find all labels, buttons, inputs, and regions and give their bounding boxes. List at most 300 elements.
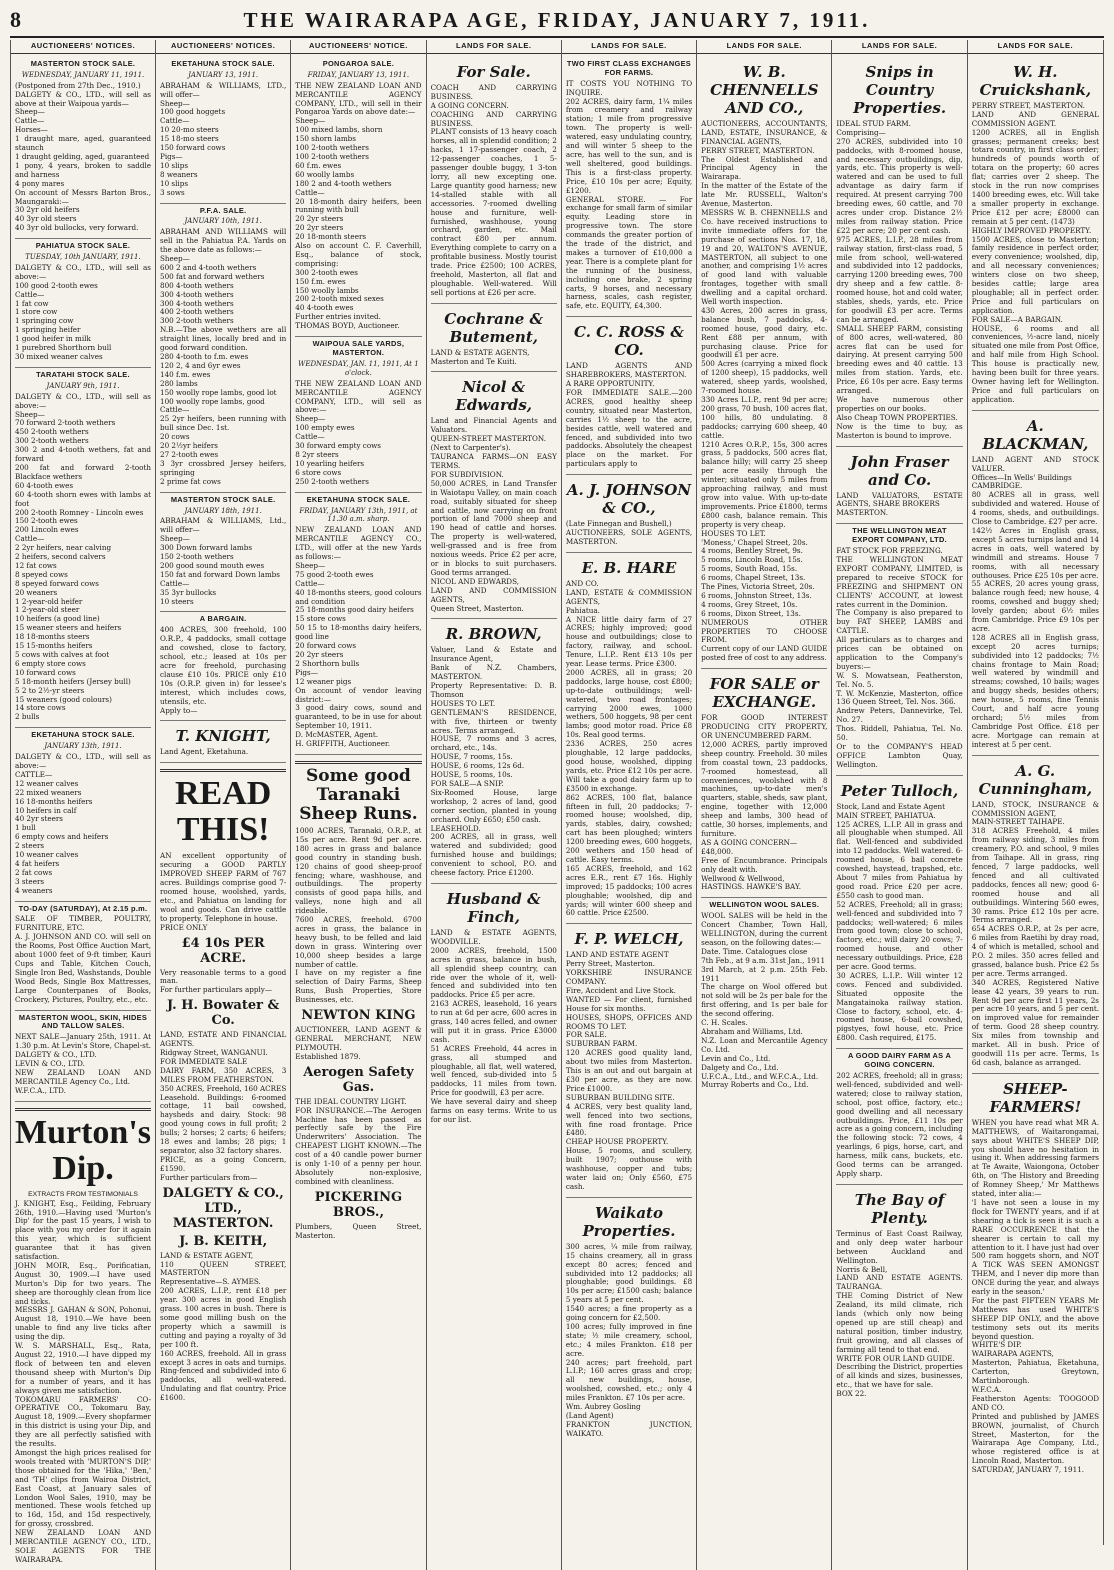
ad-text: 30 forward empty cows bbox=[295, 441, 381, 451]
ad-text: 22 mixed weaners bbox=[15, 787, 82, 797]
ad-text: 142½ Acres in English grass, except 5 acres turnips land and 14 acres in oats, well watered by windmill and streams. House 7 rooms, with all necessary outhouses. Price £25 10s per acre. bbox=[971, 525, 1099, 580]
ad-text: 2336 ACRES, 250 acres ploughable, 12 large paddocks, good house, woolshed, dipping yards, etc. Price £12 10s per acre. Will take a good dairy farm up to £3500 in exchange. bbox=[565, 739, 693, 793]
advertisement bbox=[972, 57, 1099, 411]
advertisement bbox=[836, 1049, 962, 1185]
ad-text: A. J. JOHNSON AND CO. will sell on the Rooms, Post Office Auction Mart, about 1000 feet of 9-ft timber, Kauri Cups and Table, Kitchen Couch, Single Iron Bed, Washstands, Double Wood Beds, Single Box Mattresses, Large Counterpanes of Books, Crockery, Pictures, Poultry, etc., etc. bbox=[15, 932, 151, 1004]
ad-text: The Company is also prepared to buy FAT SHEEP, LAMBS and CATTLE. bbox=[836, 608, 963, 636]
feature-text: W. S. MARSHALL, Esq., Rata, August 22, 1910.—I have dipped my flock of between ten and eleven thousand sheep with Murton's Dip for a number of years, and it has always given me satisfaction. bbox=[15, 1341, 151, 1395]
ad-text: NEW ZEALAND LOAN AND MERCANTILE Agency Co., Ltd. bbox=[15, 1067, 151, 1086]
ad-text: 6 rooms, Johnston Street, 13s. bbox=[701, 590, 812, 600]
ad-text: Thos. Riddell, Pahiatua, Tel. No. 50. bbox=[836, 724, 963, 743]
ad-text: £48,000. bbox=[701, 846, 734, 856]
ad-text: Cattle— bbox=[15, 534, 45, 544]
feature-advertisement bbox=[15, 1102, 151, 1570]
ad-text: 12,000 ACRES, partly improved sheep country. Freehold. 30 miles from coastal town, 23 paddocks, 7-roomed homestead, all conveniences, woolshed with 8 machines, up-to-date men's quarters, stable, sheds, saw plant, engine, together with 12,000 sheep and lambs, 300 head of cattle, 30 horses, implements, and furniture. bbox=[701, 739, 828, 838]
rule-divider bbox=[160, 769, 286, 772]
column-heading: AUCTIONEERS' NOTICES. bbox=[156, 40, 290, 54]
ad-text: 270 ACRES, subdivided into 10 paddocks, with 8-roomed house, and necessary outbuildings, dip, yards, etc. This property is well-watered and can be used to full advantage as dairy farm if required. At present carrying 700 breeding ewes, 60 cattle, and 70 acres under crop. Distance 2½ miles from railway station. Price £22 per acre; 20 per cent cash. bbox=[836, 136, 963, 235]
ad-text: HOUSE, 7 rooms and 3 acres, orchard, etc., 14s. bbox=[430, 734, 557, 753]
ad-text: DALGETY & CO., LTD., will sell as above:— bbox=[15, 752, 151, 770]
ad-text: 150 fat and forward Down lambs bbox=[160, 569, 280, 579]
ad-text: W. S. Mowatsean, Featherston, Tel. No. 5. bbox=[836, 670, 963, 689]
ad-text: HOUSES TO LET. bbox=[430, 698, 496, 708]
feature-text: I have on my register a fine selection of Dairy Farms, Sheep Runs, Bush Properties, Store Businesses, etc. bbox=[295, 968, 422, 1005]
ad-text: 330 Acres L.I.P., rent 9d per acre; 200 grass, 70 bush, 100 acres flat, 100 hills, 80 undulating. 8 paddocks; carrying 600 sheep, 40 cattle. bbox=[701, 395, 828, 440]
ad-text: Pigs— bbox=[295, 667, 318, 677]
ad-text: 120 ACRES good quality land, about two miles from Masterton. This is an out and out bargain at £30 per acre, as they are now. Price £1000. bbox=[565, 1048, 693, 1093]
advertisement bbox=[431, 619, 557, 884]
advertisement bbox=[295, 337, 421, 493]
ad-text: 300 2 and 4-tooth wethers, fat and forward bbox=[15, 445, 151, 464]
feature-text: 1000 ACRES, Taranaki, O.R.P., at 15s per acre. Rent 9d per acre. 180 acres in grass and balance good country in standing bush. 120 chains of good sheep-proof fencing; whare, washhouse, and outbuildings. The property consists of good papa hills, and valleys, none high and all rideable. bbox=[295, 825, 422, 916]
ad-text: LEVIN & CO., LTD. bbox=[15, 1059, 85, 1069]
ad-text: GENERAL STORE. — For exchange for small farm of similar equity. Leading store in progressive town. The store commands the greater portion of the trade of the district, and makes a turnover of £10,000 a year. There is a complete plant for the running of the business, including one brake, 2 spring carts, 9 horses, and necessary harness, scales, cash register, safe, etc. EQUITY, £4,300. bbox=[565, 194, 693, 311]
ad-text: PERRY STREET, MASTERTON. bbox=[701, 145, 815, 155]
ad-text: NICOL AND EDWARDS, bbox=[430, 576, 520, 586]
feature-text: FOR IMMEDIATE SALE bbox=[160, 1056, 248, 1066]
ad-text: 1 store cow bbox=[15, 307, 58, 317]
ad-title: Waikato Properties. bbox=[582, 1203, 676, 1240]
column-heading: AUCTIONEERS' NOTICES. bbox=[11, 40, 155, 54]
ad-text: (Late Finnegan and Bushell,) bbox=[565, 519, 672, 529]
ad-title: Husband & Finch, bbox=[446, 889, 541, 926]
ad-text: MASTERTON. bbox=[836, 508, 889, 518]
ad-text: 150 forward cows bbox=[160, 143, 226, 153]
ad-text: The Oldest Established and Principal Agency in the Wairarapa. bbox=[701, 154, 828, 182]
ad-text: 100 2-tooth wethers bbox=[295, 151, 369, 161]
ad-text: On account of vendor leaving district:— bbox=[295, 685, 422, 704]
ad-text: 6 rooms, Chapel Street, 13s. bbox=[701, 573, 806, 583]
ad-text: Levin and Co., Ltd. bbox=[701, 1053, 771, 1063]
ad-text: TAURANCA FARMS—ON EASY TERMS. bbox=[430, 452, 557, 470]
ad-text: 10 20-mo steers bbox=[160, 125, 219, 135]
ad-text: Norris & Bell, bbox=[836, 1264, 888, 1274]
ad-text: 100 acres; fully improved in fine state; ½ mile creamery, school, etc.; 4 miles Frankton. £18 per acre. bbox=[565, 1321, 693, 1358]
ad-text: 200 2-tooth Romney - Lincoln ewes bbox=[15, 507, 144, 517]
ad-text: 10 weaner calves bbox=[15, 850, 79, 860]
ad-text: 1 springing cow bbox=[15, 316, 74, 326]
rule-divider bbox=[15, 1108, 151, 1111]
ad-text: 150 f.m. ewes bbox=[295, 276, 346, 286]
ad-date: WEDNESDAY, JAN. 11, 1911, At 1 o'clock. bbox=[298, 359, 419, 377]
ad-text: Also Cheap TOWN PROPERTIES. bbox=[836, 412, 958, 422]
ad-text: LAND, STOCK, INSURANCE & COMMISSION AGENT, bbox=[971, 799, 1099, 818]
ad-title: A. J. JOHNSON & CO., bbox=[566, 481, 692, 518]
ad-text: 40 4-tooth ewes bbox=[295, 303, 354, 313]
ad-text: 40 18-months steers, good colours and condition bbox=[295, 587, 422, 606]
ad-text: WANTED — For client, furnished House for six months. bbox=[565, 994, 693, 1013]
ad-text: 200 good sound mouth ewes bbox=[160, 560, 265, 570]
advertisement bbox=[566, 317, 692, 475]
advertisement bbox=[836, 524, 962, 775]
ad-text: 40 3yr old bullocks, very forward. bbox=[15, 223, 139, 233]
ad-text: COACH AND CARRYING BUSINESS. bbox=[430, 82, 557, 101]
ad-text: Cattle— bbox=[15, 289, 45, 299]
ad-text: 300 4-tooth wethers bbox=[160, 289, 234, 299]
advertisement bbox=[836, 57, 962, 447]
ad-text: 1 good heifer in milk bbox=[15, 334, 91, 344]
ad-title: John Fraser and Co. bbox=[850, 452, 949, 489]
feature-text: Representative—S. AYMES. bbox=[160, 1277, 261, 1287]
ad-text: HASTINGS. HAWKE'S BAY. bbox=[701, 882, 802, 892]
ad-text: 1 2-year-old steer bbox=[15, 605, 80, 615]
ad-text: Masterton, Pahiatua, Eketahuna, Carterton, Greytown, Martinborough. bbox=[971, 1358, 1099, 1386]
ad-text: LAND AGENTS AND SHAREBROKERS, MASTERTON. bbox=[565, 361, 693, 380]
ad-text: ABRAHAM & WILLIAMS, Ltd., will offer— bbox=[160, 516, 287, 535]
column-2 bbox=[156, 40, 291, 1570]
ad-text: FRANKTON JUNCTION, WAIKATO. bbox=[565, 1419, 693, 1438]
ad-text: 202 ACRES, dairy farm, 1¼ miles from creamery and railway station; 1 mile from progressive town. The property is well-watered, easy undulating country, and will winter 5 sheep to the acre, has well to the sun, and is well sheltered, good buildings. This is a first-class property. Price, £10 10s per acre; Equity, £1200. bbox=[565, 96, 693, 195]
ad-title: F. P. WELCH, bbox=[574, 930, 684, 949]
ad-text: GENTLEMAN'S RESIDENCE, with five, thirteen or twenty acres. Terms arranged. bbox=[430, 707, 557, 735]
ad-text: LAND AND ESTATE AGENT bbox=[565, 950, 669, 960]
ad-text: 3 good dairy cows, sound and guaranteed, to be in use for about September 10, 1911. bbox=[295, 703, 422, 731]
ad-text: 5 18-month heifers (Jersey bull) bbox=[15, 676, 131, 686]
ad-text: 10 slips bbox=[160, 178, 189, 188]
ad-text: U.F.C.A., Ltd., and W.F.C.A., Ltd. bbox=[701, 1071, 819, 1081]
feature-advertisement bbox=[295, 755, 421, 1246]
ad-text: 1 springing heifer bbox=[15, 325, 81, 335]
ad-text: Current copy of our LAND GUIDE posted free of cost to any address. bbox=[701, 644, 828, 663]
ad-text: 100 woolly rope lambs, good bbox=[160, 396, 265, 406]
ad-text: 200 Lincoln ewes bbox=[15, 525, 79, 535]
ad-text: Sheep— bbox=[160, 98, 190, 108]
ad-text: 654 ACRES O.R.P., at 2s per acre, 6 miles from Raetihi by dray road, 4 of which is metalled, school and P.O. 2 miles. 350 acres felled and grassed, balance bush. Price £2 5s per acre. Terms arranged. bbox=[971, 924, 1099, 978]
ad-text: 10 yearling heifers bbox=[295, 458, 365, 468]
ad-text: 100 mixed lambs, shorn bbox=[295, 125, 383, 135]
ad-text: 2000 ACRES, freehold, 1500 acres in grass, balance in bush, all splendid sheep country, can ride over the whole of it, well-fenced and subdivided into ten paddocks. Price £5 per acre. bbox=[430, 945, 557, 1000]
ad-text: IT COSTS YOU NOTHING TO INQUIRE. bbox=[565, 78, 693, 97]
ad-text: 1 pony, 4 years, broken to saddle and harness bbox=[15, 160, 151, 179]
ad-text: H. GRIFFITH, Auctioneer. bbox=[295, 739, 390, 749]
ad-text: 70 forward 2-tooth wethers bbox=[15, 418, 116, 428]
feature-text: 160 ACRES, freehold. All in grass except 3 acres in oats and turnips. Ring-fenced and subdivided into 6 paddocks, all well-watered. Undulating and flat country. Price £1600. bbox=[160, 1348, 287, 1403]
ad-text: Queen Street, Masterton. bbox=[430, 603, 524, 613]
ad-text: AND CO. bbox=[565, 578, 599, 588]
ad-text: THOMAS BOYD, Auctioneer. bbox=[295, 321, 400, 331]
ad-text: Describing the District, properties of all kinds and sizes, businesses, etc., that we have for sale. bbox=[836, 1362, 963, 1390]
ad-text: 4 ACRES, very best quality land, well fenced into two sections, with fine road frontage. Price £480. bbox=[565, 1101, 693, 1138]
ad-text: QUEEN-STREET MASTERTON. bbox=[430, 434, 547, 444]
feature-text: Plumbers, Queen Street, Masterton. bbox=[295, 1221, 422, 1240]
ad-text: 30 2yr old heifers bbox=[15, 205, 80, 215]
rule-divider bbox=[295, 761, 421, 764]
ad-title: TARATAHI STOCK SALE. bbox=[36, 369, 130, 379]
ad-text: 60 4-tooth ewes bbox=[15, 480, 74, 490]
ad-text: MAIN-STREET TAIHAPE. bbox=[971, 817, 1065, 827]
ad-text: 27 2-tooth ewes bbox=[160, 449, 219, 459]
ad-text: 6 empty store cows bbox=[15, 658, 86, 668]
ad-title: Snips in Country Properties. bbox=[853, 62, 947, 117]
ad-text: 75 good 2-tooth ewes bbox=[295, 569, 374, 579]
ad-title: Peter Tulloch, bbox=[840, 781, 959, 800]
advertisement bbox=[295, 57, 421, 337]
ad-text: 2 Shorthorn bulls bbox=[295, 658, 360, 668]
ad-text: Date. Time. Catalogues close bbox=[701, 946, 808, 956]
advertisement bbox=[160, 493, 286, 613]
ad-title: EKETAHUNA STOCK SALE. bbox=[306, 494, 411, 504]
ad-text: 30 mixed weaner calves bbox=[15, 352, 103, 361]
ad-text: 800 4-tooth wethers bbox=[160, 280, 234, 290]
ad-text: THE NEW ZEALAND LOAN AND MERCANTILE AGENCY COMPANY, LTD., will sell as above:— bbox=[295, 378, 422, 415]
ad-text: WHEN you have read what MR A. MATTHEWS, of Waitarongamai, says about WHITE'S SHEEP DIP, you should have no hesitation in using it. When addressing farmers at Te Awaite, Waiongona, October 6th, on 'The History and Breeding of Romney Sheep,' Mr Matthews stated, inter alia:— bbox=[971, 1117, 1099, 1199]
ad-text: 1210 Acres O.R.P., 15s, 300 acres grass, 5 paddocks, 500 acres flat, balance hilly; will carry 25 sheep per acre easily through the winter; situated only 5 miles from approaching railway, and must grow into value. With up-to-date improvements. Price £1800, terms £800 cash, balance remain. This property is very cheap. bbox=[701, 439, 828, 529]
ad-title: E. B. HARE bbox=[581, 558, 677, 577]
ad-text: 1 purebred Shorthorn bull bbox=[15, 343, 112, 353]
ad-text: A NICE little dairy farm of 27 ACRES; highly improved; good house and outbuildings; close to factory, railway, and school. Tenure, L.I.P.. Rent £13 10s per year. Lease terms. Price £300. bbox=[565, 614, 693, 669]
ad-text: 80 ACRES all in grass, well subdivided and watered. House of 4 rooms, sheds, and outbuildings. Close to Cambridge. £27 per acre. bbox=[971, 490, 1099, 527]
feature-text: DAIRY FARM, 350 ACRES, 3 MILES FROM FEATHERSTON. bbox=[160, 1065, 287, 1084]
ad-text: 20 2yr steers bbox=[295, 650, 344, 659]
ad-text: 8 speyed cows bbox=[15, 569, 68, 579]
ad-text: 400 2-tooth wethers bbox=[160, 307, 234, 317]
ad-text: HOUSES TO LET. bbox=[701, 528, 766, 538]
ad-title: MASTERTON STOCK SALE. bbox=[170, 494, 276, 504]
ad-text: CAMBRIDGE. bbox=[971, 481, 1023, 491]
ad-text: DALGETY & CO., LTD., will sell as above:— bbox=[15, 391, 151, 410]
ad-text: 'I have not seen a louse in my flock for TWENTY years, and if at shearing a tick is seen it is such a RARE OCCURRENCE that the shearer is certain to call my attention to it. I have just had over 500 ram hoggets shorn, and NOT A TICK WAS SEEN AMONGST THEM, and I never dip more than ONCE during the year, and always early in the season.' bbox=[971, 1197, 1099, 1297]
ad-text: Now is the time to buy, as Masterton is bound to improve. bbox=[836, 421, 963, 440]
advertisement bbox=[972, 411, 1099, 756]
ad-text: W.F.C.A., LTD. bbox=[15, 1085, 66, 1095]
ad-text: 250 2-tooth wethers bbox=[295, 476, 369, 486]
ad-text: Six-Roomed House, large workshop, 2 acres of land, good corner section, planted in young orchard. Only £650; £50 cash. bbox=[430, 787, 557, 824]
ad-text: FOR SALE. bbox=[565, 1030, 607, 1040]
ad-text: Sheep— bbox=[295, 116, 326, 126]
ad-text: The charge on Wool offered but not sold will be 2s per bale for the first offering, and 1s per bale for the second offering. bbox=[701, 982, 828, 1019]
feature-text: PRICE, as a going Concern, £1590. bbox=[160, 1154, 287, 1173]
ad-text: MESSRS W. B. CHENNELLS and Co. have received instructions to invite immediate offers for the purchase of sections Nos. 17, 18, 19 and 20, WALTON'S AVENUE, MASTERTON, all subject to one another, and comprising 1½ acres of good land with valuable frontages, together with small dwelling and a capital orchard. Well worth inspection. bbox=[701, 207, 828, 307]
ad-text: FOR GOOD INTEREST PRODUCING CITY PROPERTY, OR UNENCUMBERED FARM. bbox=[701, 713, 828, 740]
ad-text: 5 rooms, South Road, 15s. bbox=[701, 564, 798, 574]
ad-text: WAIRARAPA AGENTS, bbox=[971, 1349, 1054, 1359]
advertisement bbox=[566, 1198, 692, 1444]
ad-text: In the matter of the Estate of the late Mr. RUSSELL, Walton's Avenue, Masterton. bbox=[701, 181, 828, 209]
ad-text: Fire, Accident and Live Stock. bbox=[565, 985, 676, 995]
ad-text: 15 weaners (good colours) bbox=[15, 694, 112, 704]
feature-text: LAND, ESTATE AND FINANCIAL AGENTS. bbox=[160, 1030, 287, 1049]
ad-date: FRIDAY, JANUARY 13th, 1911, at 11.30 a.m. sharp. bbox=[299, 506, 418, 524]
ad-text: YORKSHIRE INSURANCE COMPANY. bbox=[565, 968, 693, 987]
ad-text: Abraham and Williams, Ltd. bbox=[701, 1027, 803, 1036]
ad-text: NUMEROUS OTHER PROPERTIES TO CHOOSE FROM. bbox=[701, 617, 828, 645]
ad-text: 3 steers bbox=[15, 876, 45, 886]
ad-title: EKETAHUNA STOCK SALE. bbox=[31, 730, 135, 740]
ad-text: Sheep— bbox=[160, 534, 190, 544]
ad-text: 10 heifers in calf bbox=[15, 805, 77, 815]
feature-text: NEW ZEALAND LOAN AND MERCANTILE AGENCY CO., LTD., SOLE AGENTS FOR THE WAIRARAPA. bbox=[15, 1528, 151, 1564]
ad-title: P.F.A. SALE. bbox=[199, 205, 247, 215]
feature-text: AN excellent opportunity of securing a GOOD PARTLY IMPROVED SHEEP FARM of 767 acres. Buildings comprise good 7-roomed house, woolshed, yards, etc., and Pahiatua on landing for wool and goods. Can drive cattle to property. Telephone in house. bbox=[160, 851, 287, 923]
ad-text: FAT STOCK FOR FREEZING. bbox=[836, 546, 943, 556]
ad-text: A GOING CONCERN. bbox=[430, 100, 509, 110]
feature-text: PICKERING BROS., bbox=[314, 1189, 403, 1220]
ad-text: Sheep— bbox=[15, 107, 45, 117]
advertisement bbox=[836, 1185, 962, 1404]
ad-text: 8 2yr steers bbox=[295, 449, 339, 459]
ad-text: 4 weaners bbox=[15, 885, 53, 895]
ad-text: FOR SALE—A SNIP. bbox=[430, 779, 504, 788]
ad-date: JANUARY 13, 1911. bbox=[188, 70, 259, 79]
ad-text: NEXT SALE—January 25th, 1911. At 1.30 p.m. At Levin's Store, Chapel-st. bbox=[15, 1032, 152, 1051]
ad-text: CHEAP HOUSE PROPERTY. bbox=[565, 1137, 669, 1147]
feature-text: 110 QUEEN STREET, MASTERTON bbox=[160, 1259, 287, 1278]
ad-text: ABRAHAM & WILLIAMS, LTD., will offer— bbox=[160, 80, 287, 99]
ad-text: N.Z. Loan and Mercantile Agency Co. Ltd. bbox=[701, 1035, 828, 1054]
ad-text: 180 2 and 4-tooth wethers bbox=[295, 178, 392, 188]
ad-text: Featherston Agents: TOOGOOD AND CO. bbox=[971, 1393, 1099, 1412]
feature-title: Murton's Dip. bbox=[15, 1113, 151, 1187]
ad-text: WHITE'S DIP. bbox=[971, 1340, 1022, 1350]
ad-text: SMALL SHEEP FARM, consisting of 800 acres, well-watered, 80 acres flat can be used for dairying. At present carrying 500 breeding ewes and 40 cattle. 13 miles from station. Yards, etc. Price, £6 10s per acre. Easy terms arranged. bbox=[836, 323, 963, 396]
ad-text: Valuer, Land & Estate and Insurance Agent, bbox=[430, 645, 557, 664]
ad-text: 10 steers bbox=[160, 596, 194, 606]
ad-text: LAND AND COMMISSION AGENTS, bbox=[430, 585, 557, 604]
ad-text: 35 3yr bullocks bbox=[160, 587, 217, 597]
ad-title: THE WELLINGTON MEAT EXPORT COMPANY, LTD. bbox=[852, 526, 947, 545]
ad-text: Pigs— bbox=[160, 151, 183, 161]
ad-text: 1 2-year-old heifer bbox=[15, 596, 83, 606]
ad-text: 20 forward cows bbox=[295, 641, 357, 651]
column-heading: AUCTIONEERS' NOTICE. bbox=[291, 40, 425, 54]
ad-text: Sheep— bbox=[295, 560, 326, 570]
ad-text: Property Representative: D. B. Thomson bbox=[430, 681, 557, 699]
ad-text: 240 acres; part freehold, part L.I.P.; 160 acres grass and crop; all new buildings, house, woolshed, cowshed, etc.; only 4 miles Frankton. £7 10s per acre. bbox=[565, 1357, 693, 1403]
ad-text: 450 2-tooth wethers bbox=[15, 427, 89, 437]
advertisement bbox=[431, 304, 557, 373]
ad-date: WEDNESDAY, JANUARY 11, 1911. bbox=[21, 70, 145, 79]
column-5 bbox=[562, 40, 697, 1570]
ad-text: THE WELLINGTON MEAT EXPORT COMPANY, LIMITED, is prepared to receive STOCK for FREEZING and SHIPMENT ON CLIENTS' ACCOUNT, at lowest rates current in the Dominion. bbox=[836, 554, 963, 609]
advertisement bbox=[15, 57, 151, 239]
feature-text: PRICE ONLY bbox=[160, 922, 208, 932]
ad-title: WELLINGTON WOOL SALES. bbox=[709, 900, 820, 910]
ad-title: TO-DAY (SATURDAY), At 2.15 p.m. bbox=[18, 903, 148, 913]
ad-text: 6 rooms, Dixon Street, 13s. bbox=[701, 608, 801, 618]
ad-text: (Land Agent) bbox=[565, 1411, 614, 1420]
column-heading: LANDS FOR SALE. bbox=[697, 40, 831, 54]
ad-text: 2 2yr heifers, near calving bbox=[15, 543, 112, 553]
ad-text: The Pines, Victoria Street, 20s. bbox=[701, 582, 815, 592]
feature-text: J. KNIGHT, Esq., Feilding, February 26th, 1910.—Having used 'Murton's Dip' for the past 15 years, I wish to place with you my order for it again this year, which is sufficient guarantee that it has given satisfaction. bbox=[15, 1198, 151, 1262]
ad-text: Comprising— bbox=[836, 127, 886, 137]
ad-title: For Sale. bbox=[456, 62, 531, 81]
advertisement bbox=[160, 57, 286, 204]
newspaper-title: THE WAIRARAPA AGE, FRIDAY, JANUARY 7, 1911. bbox=[243, 7, 871, 32]
ad-text: Cattle— bbox=[15, 116, 45, 126]
ad-text: 128 ACRES all in English grass, except 20 acres turnips; subdivided into 12 paddocks; 7½ chains frontage to Main Road; well watered by windmill and streams; cowshed, 10 bails; wages and buggy sheds, besides others; new house, 5 rooms, fine Tennis Court, and half acre young orchard; 5½ miles from Cambridge Post Office. £18 per acre. Mortgage can remain at interest at 5 per cent. bbox=[971, 632, 1099, 749]
ad-title: Nicol & Edwards, bbox=[455, 378, 533, 415]
ad-text: T. W. McKenzie, Masterton, office 136 Queen Street, Tel. Nos. 366. bbox=[836, 688, 963, 707]
ad-text: 150 woolly lambs bbox=[295, 285, 359, 295]
ad-text: 5 cows with calves at foot bbox=[15, 650, 110, 659]
ad-text: MAIN STREET, PAHIATUA. bbox=[836, 810, 936, 820]
advertisement bbox=[15, 902, 151, 1011]
ad-text: SATURDAY, JANUARY 7, 1911. bbox=[971, 1465, 1085, 1475]
ad-text: 150 shorn lambs bbox=[295, 134, 356, 144]
ad-text: PLANT consists of 13 heavy coach horses, all in splendid condition; 2 hacks, 1 17-passenger coach, 2 12-passenger coaches, 1 5-passenger double buggy, 1 3-ton lorry, all new excepting one. Large quantity good harness; new 14-stalled stable with all accessories. 7-roomed dwelling house and furniture, well-furnished, washhouse, young orchard, garden, etc. Mail contract £80 per annum. Everything complete to carry on a profitable business. Mostly tourist trade. Price £2500; 100 ACRES, freehold, Masterton, all flat and ploughable. Well-watered. Will sell portions at £26 per acre. bbox=[430, 127, 557, 297]
ad-title: MASTERTON STOCK SALE. bbox=[30, 58, 136, 68]
ad-text: D. McMASTER, Agent. bbox=[295, 730, 379, 740]
ad-text: Free of Encumbrance. Principals only dealt with. bbox=[701, 855, 828, 874]
advertisement bbox=[431, 57, 557, 304]
ad-text: 55 ACRES, 20 acres young grass, balance rough feed; new house, 4 rooms, cowshed and buggy shed; lovely garden; about 6½ miles from Cambridge. Price £9 10s per acre. bbox=[971, 579, 1099, 633]
advertisement bbox=[160, 612, 286, 721]
advertisement bbox=[160, 721, 286, 763]
ad-text: Horses— bbox=[15, 125, 48, 135]
ad-text: HOUSE, 5 rooms, 10s. bbox=[430, 770, 513, 780]
feature-subtitle: EXTRACTS FROM TESTIMONIALS bbox=[28, 1190, 138, 1198]
ad-text: 10 slips bbox=[160, 160, 189, 170]
column-6 bbox=[697, 40, 832, 1570]
ad-text: 12 weaner pigs bbox=[295, 676, 352, 686]
ad-text: 300 2-tooth wethers bbox=[160, 316, 234, 326]
feature-text: LAND & ESTATE AGENT, bbox=[160, 1250, 254, 1260]
ad-title: Cochrane & Butement, bbox=[444, 309, 544, 346]
feature-text: THE IDEAL COUNTRY LIGHT. bbox=[295, 1096, 407, 1106]
ad-title: SHEEP-FARMERS! bbox=[989, 1079, 1082, 1116]
ad-text: Apply to— bbox=[160, 705, 198, 715]
ad-text: FOR SALE—A BARGAIN. bbox=[971, 314, 1063, 324]
ad-text: 60 f.m. ewes bbox=[295, 160, 342, 170]
feature-text: Amongst the high prices realised for wools treated with 'MURTON'S DIP,' those obtained for the 'Hika,' 'Ben,' and 'TH' clips from Wairoa District, East Coast, at January sales of London Wool Sales, 1910, may be mentioned. These wools fetched up to 16d, 15d, and 15d respectively, for grossy, crossbred. bbox=[15, 1447, 151, 1529]
ad-text: Land and Financial Agents and Valuators. bbox=[430, 416, 557, 435]
feature-title: READ THIS! bbox=[174, 775, 272, 849]
ad-text: 2 bulls bbox=[15, 712, 40, 722]
ad-text: Sheep— bbox=[295, 414, 326, 424]
ad-text: 1 bull bbox=[15, 823, 36, 833]
ad-text: LAND AND GENERAL COMMISSION AGENT. bbox=[971, 109, 1099, 128]
advertisement bbox=[15, 239, 151, 368]
ad-text: 2 fat cows bbox=[15, 867, 53, 877]
ad-text: Land Agent, Eketahuna. bbox=[160, 747, 249, 757]
ad-text: DALGETY & CO., LTD., will sell as above:— bbox=[15, 262, 151, 281]
ad-text: 12 fat cows bbox=[15, 560, 57, 570]
advertisement bbox=[566, 553, 692, 924]
feature-advertisement bbox=[160, 763, 286, 1408]
ad-text: 16 18-months heifers bbox=[15, 796, 93, 806]
ad-text: 15 15-months heifers bbox=[15, 641, 93, 651]
ad-text: 2163 ACRES, leasehold, 16 years to run at 6d per acre, 600 acres in grass, 140 acres felled, and owner will put it in grass. Price £3000 cash. bbox=[430, 999, 557, 1044]
ad-text: 300 2-tooth wethers bbox=[15, 436, 89, 446]
ad-text: 3 3yr crossbred Jersey heifers, springing bbox=[160, 458, 287, 477]
ad-text: N.B.—The above wethers are all straight lines, locally bred and in good forward condition. bbox=[160, 325, 287, 353]
ad-text: 50,000 ACRES, in Land Transfer in Waiotapu Valley, on main coach road, suitably situated for sheep and cattle, now carrying on front portion of land 7000 sheep and 190 head of cattle and horses. The property is well-watered, well-grassed and is free from noxious weeds. Price £2 per acre, or in blocks to suit purchasers. Good terms arranged. bbox=[430, 478, 557, 577]
ad-text: (Next to Carpenter's). bbox=[430, 443, 511, 453]
ad-text: HOUSE, 7 rooms, 15s. bbox=[430, 752, 513, 762]
ad-text: LAND & ESTATE AGENTS, WOODVILLE. bbox=[430, 927, 557, 946]
ad-text: 300 4-tooth wethers bbox=[160, 298, 234, 308]
ad-text: For the past FIFTEEN YEARS Mr Matthews has used WHITE'S SHEEP DIP ONLY, and the above testimony sets out its merits beyond question. bbox=[971, 1295, 1099, 1341]
ad-text: Andrew Peters, Dannevirke, Tel. No. 27. bbox=[836, 706, 963, 725]
advertisement bbox=[15, 728, 151, 901]
advertisement bbox=[566, 57, 692, 317]
ad-text: Stock, Land and Estate Agent bbox=[836, 801, 945, 811]
advertisement bbox=[566, 475, 692, 553]
column-7 bbox=[832, 40, 967, 1570]
advertisement bbox=[431, 372, 557, 619]
ad-title: MASTERTON WOOL, SKIN, HIDES AND TALLOW SALES. bbox=[18, 1012, 148, 1031]
ad-text: 202 ACRES, freehold; all in grass; well-fenced, subdivided and well-watered; close to railway station, school, post office, factory, etc.; good dwelling and all necessary outbuildings. Price, £11 10s per acre as a going concern, including the following stock: 72 cows, 4 yearlings, 6 pigs, horse, cart, and harness, milk cans, buckets, etc. Good terms can be arranged. Apply sharp. bbox=[836, 1071, 963, 1178]
ad-text: 18 18-months steers bbox=[15, 632, 90, 642]
ad-text: 2 heifers, second calvers bbox=[15, 552, 106, 562]
ad-text: 862 ACRES, 100 flat, balance fifteen in full, 20 paddocks; 7-roomed house; woolshed, dip, yards, stables, dairy, cowshed; cart has been ploughed; winters 1200 breeding ewes, 600 hoggets, 200 wethers and 150 head of cattle. Easy terms. bbox=[565, 792, 693, 864]
ad-date: JANUARY 18th, 1911. bbox=[184, 506, 262, 515]
ad-text: SUBURBAN BUILDING SITE. bbox=[565, 1092, 675, 1102]
advertisement bbox=[701, 669, 827, 898]
ad-text: 3 sows bbox=[160, 187, 185, 197]
ad-text: 12 weaner calves bbox=[15, 778, 79, 788]
